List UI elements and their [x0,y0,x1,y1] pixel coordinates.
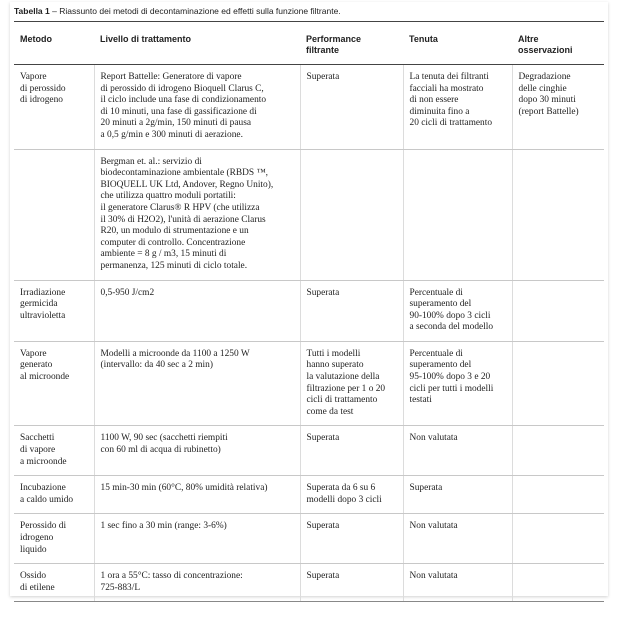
table-row [14,65,604,150]
cell-livello: Report Battelle: Generatore di vapore di perossido di idrogeno Bioquell Clarus C, il ciclo include una fase di condizionamento di 10 minuti, una fase di gassificazione di 20 minuti a 2g/min, 150 minuti di pausa a 0,5 g/min e 300 minuti di aerazione. [94,65,300,150]
header-tenuta: Tenuta [403,28,512,65]
table-caption [14,6,341,16]
header-altre: Altre osservazioni [512,28,604,65]
cell-livello: Modelli a microonde da 1100 a 1250 W (intervallo: da 40 sec a 2 min) [94,341,300,426]
cell-metodo: Incubazione a caldo umido [14,476,94,514]
cell-altre [512,280,604,341]
cell-metodo: Sacchetti di vapore a microonde [14,426,94,476]
cell-tenuta: Non valutata [403,426,512,476]
caption-rule [14,21,604,22]
cell-performance [300,149,403,280]
cell-performance: Superata da 6 su 6 modelli dopo 3 cicli [300,476,403,514]
cell-altre [512,426,604,476]
cell-performance: Superata [300,514,403,564]
decontamination-table [14,28,604,602]
table-row [14,514,604,564]
table-row [14,476,604,514]
header-livello: Livello di trattamento [94,28,300,65]
table-row [14,280,604,341]
cell-livello: 1100 W, 90 sec (sacchetti riempiti con 60 ml di acqua di rubinetto) [94,426,300,476]
table-row [14,149,604,280]
cell-altre [512,564,604,602]
cell-metodo: Vapore generato al microonde [14,341,94,426]
cell-tenuta [403,149,512,280]
cell-tenuta: Percentuale di superamento del 90-100% dopo 3 cicli a seconda del modello [403,280,512,341]
table-card [10,2,608,596]
cell-altre [512,149,604,280]
cell-livello: 15 min-30 min (60°C, 80% umidità relativa) [94,476,300,514]
caption-label: Tabella 1 [14,6,50,16]
cell-livello: Bergman et. al.: servizio di biodecontaminazione ambientale (RBDS ™, BIOQUELL UK Ltd, Andover, Regno Unito), che utilizza quattro moduli portatili: il generatore Clarus® R HPV (che utilizza il 30% di H2O2), l'unità di aerazione Clarus R20, un modulo di strumentazione e un computer di controllo. Concentrazione ambiente = 8 g / m3, 15 minuti di permanenza, 125 minuti di ciclo totale. [94,149,300,280]
cell-altre [512,514,604,564]
cell-performance: Superata [300,65,403,150]
header-row [14,28,604,65]
cell-altre: Degradazione delle cinghie dopo 30 minuti (report Battelle) [512,65,604,150]
cell-metodo: Irradiazione germicida ultravioletta [14,280,94,341]
header-metodo: Metodo [14,28,94,65]
cell-tenuta: Non valutata [403,564,512,602]
cell-metodo [14,149,94,280]
cell-livello: 1 ora a 55°C: tasso di concentrazione: 725-883/L [94,564,300,602]
cell-altre [512,476,604,514]
cell-performance: Superata [300,426,403,476]
cell-metodo: Ossido di etilene [14,564,94,602]
cell-livello: 1 sec fino a 30 min (range: 3-6%) [94,514,300,564]
cell-metodo: Vapore di perossido di idrogeno [14,65,94,150]
table-row [14,564,604,602]
cell-tenuta: Non valutata [403,514,512,564]
cell-metodo: Perossido di idrogeno liquido [14,514,94,564]
table-row [14,426,604,476]
cell-altre [512,341,604,426]
cell-tenuta: Superata [403,476,512,514]
caption-text: – Riassunto dei metodi di decontaminazione ed effetti sulla funzione filtrante. [49,6,341,16]
cell-performance: Superata [300,564,403,602]
table-row [14,341,604,426]
cell-tenuta: Percentuale di superamento del 95-100% dopo 3 e 20 cicli per tutti i modelli testati [403,341,512,426]
header-performance: Performance filtrante [300,28,403,65]
cell-livello: 0,5-950 J/cm2 [94,280,300,341]
cell-performance: Superata [300,280,403,341]
cell-performance: Tutti i modelli hanno superato la valutazione della filtrazione per 1 o 20 cicli di trattamento come da test [300,341,403,426]
cell-tenuta: La tenuta dei filtranti facciali ha mostrato di non essere diminuita fino a 20 cicli di trattamento [403,65,512,150]
